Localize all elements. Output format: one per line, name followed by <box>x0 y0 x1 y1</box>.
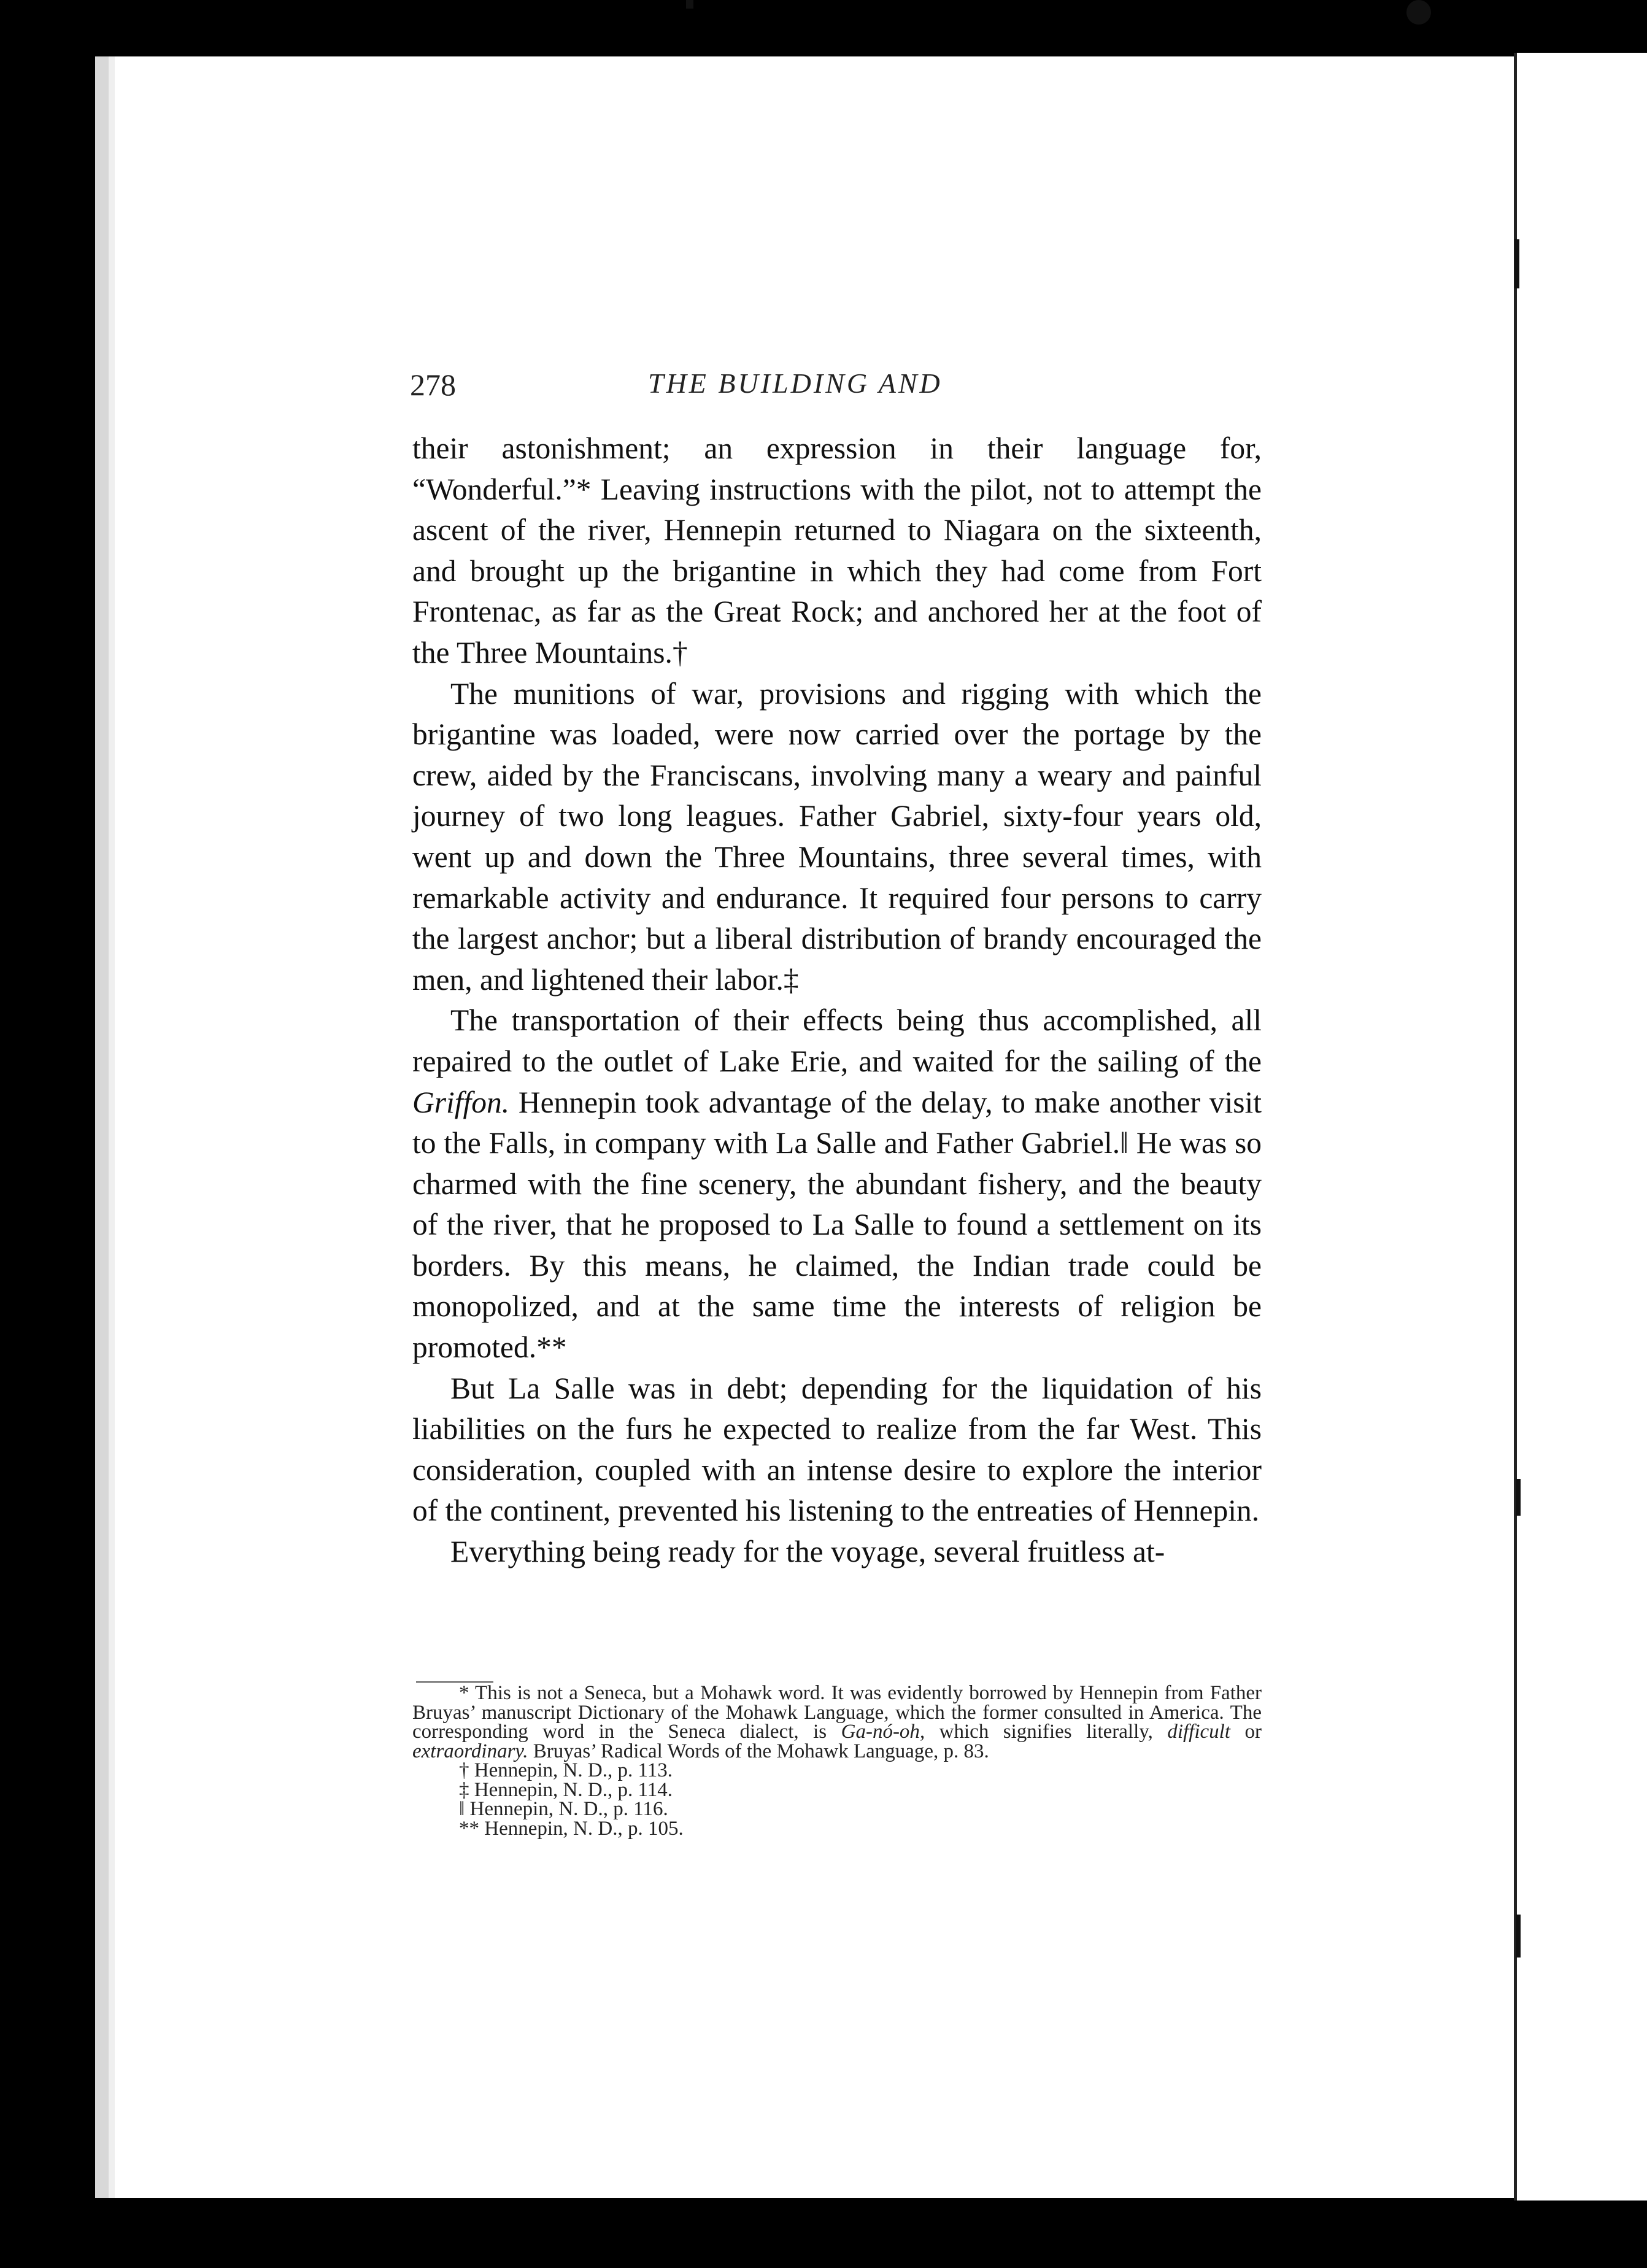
paragraph <box>412 1000 1262 1368</box>
scan-mark <box>1514 239 1519 288</box>
scan-mark <box>1516 1915 1521 1958</box>
ship-name: Griffon. <box>412 1085 510 1119</box>
footnote: ‡ Hennepin, N. D., p. 114. <box>459 1778 673 1801</box>
running-title: THE BUILDING AND <box>648 368 943 399</box>
paragraph: Everything being ready for the voyage, several fruitless at- <box>450 1535 1165 1569</box>
paragraph: The munitions of war, provisions and rigging with which the brigantine was loaded, were now carried over the portage by the crew, aided by the Franciscans, involving many a weary and painful journey of two long leagues. Father Gabriel, sixty-four years old, went up and down the Three Mountains, three several times, with remarkable activity and endurance. It required four persons to carry the largest anchor; but a liberal distribution of brandy encouraged the men, and lightened their labor.‡ <box>412 676 1262 997</box>
facing-page-edge <box>1514 53 1647 2200</box>
italic-term: extraordinary. <box>412 1740 528 1762</box>
text-run: The transportation of their effects being thus accomplished, all repaired to the outlet of Lake Erie, and waited for the sailing of the <box>412 1003 1262 1078</box>
text-run: Bruyas’ Radical Words of the Mohawk Language, p. 83. <box>528 1740 989 1762</box>
italic-term: difficult <box>1167 1721 1230 1743</box>
scan-mark <box>1516 1479 1521 1516</box>
body-text <box>412 428 1262 1573</box>
text-run: Hennepin took advantage of the delay, to make another visit to the Falls, in company with La Salle and Father Gabriel.‖ He was so charmed with the fine scenery, the abundant fishery, and the beauty of the river, that he proposed to La Salle to found a settlement on its borders. By this means, he claimed, the Indian trade could be monopolized, and at the same time the interests of religion be promoted.** <box>412 1085 1262 1365</box>
text-run: * This is not a Seneca, but a Mohawk word. It was evidently borrowed by Hennepin from Father Bruyas’ manuscript Dictionary of the Mohawk Language, which the former consulted in America. The corresponding word in the Seneca dialect, is <box>412 1682 1262 1743</box>
footnote: ‖ Hennepin, N. D., p. 116. <box>459 1798 668 1820</box>
text-run: , which signifies literally, <box>919 1721 1168 1743</box>
paragraph: But La Salle was in debt; depending for the liquidation of his liabilities on the furs he expected to realize from the far West. This consideration, coupled with an intense desire to explore the interior of the continent, prevented his listening to the entreaties of Hennepin. <box>412 1371 1262 1528</box>
scan-mark <box>686 0 693 9</box>
running-head <box>410 367 1262 412</box>
text-run: or <box>1230 1721 1262 1743</box>
scan-mark <box>1406 0 1431 25</box>
footnote: † Hennepin, N. D., p. 113. <box>459 1759 673 1781</box>
paragraph <box>412 428 1262 674</box>
footnotes <box>412 1684 1262 1838</box>
text-run: their astonishment; an expression in their language for, “Wonderful.”* <box>412 431 1262 506</box>
page-number: 278 <box>410 368 456 402</box>
seneca-word: Ga-nó-oh <box>841 1721 920 1743</box>
footnote: ** Hennepin, N. D., p. 105. <box>459 1817 684 1840</box>
footnote <box>412 1684 1262 1761</box>
text-run: Leaving instructions with the pilot, not to attempt the ascent of the river, Hennepin returned to Niagara on the sixteenth, and brought up the brigantine in which they had come from Fort Frontenac, as far as the Great Rock; and anchored her at the foot of the Three Mountains.† <box>412 472 1262 669</box>
